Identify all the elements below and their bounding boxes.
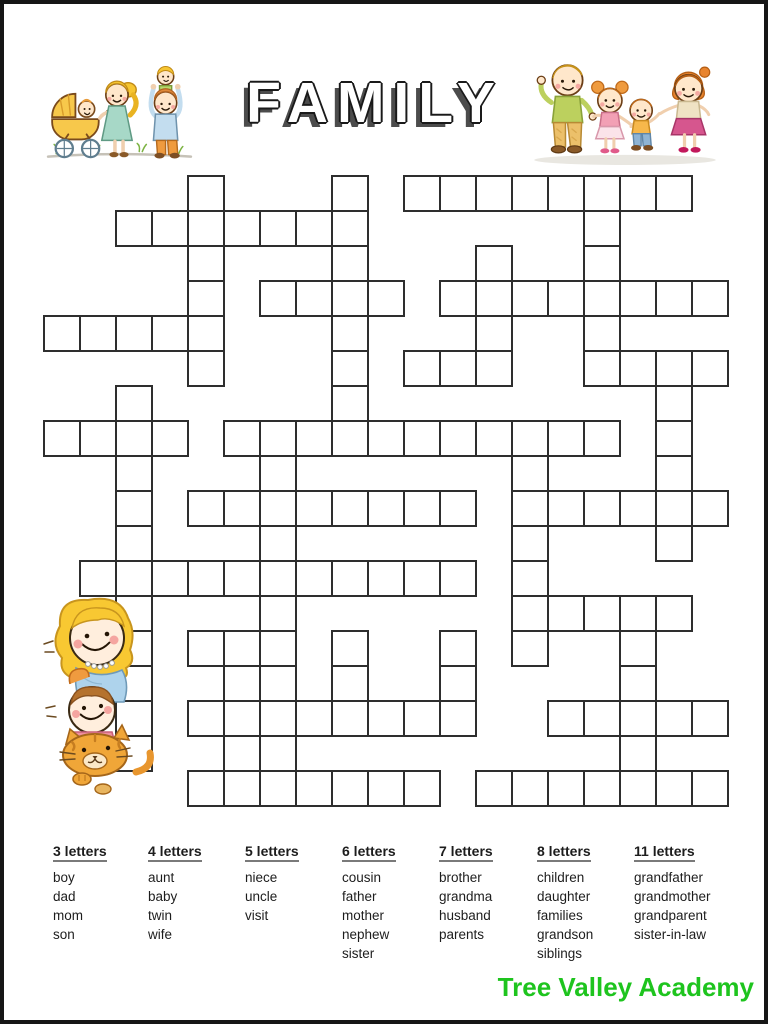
word: grandfather [634, 870, 704, 885]
grid-cell [331, 490, 369, 527]
grid-cell [187, 630, 225, 667]
grid-cell [331, 420, 369, 457]
grid-cell [583, 700, 621, 737]
word: niece [245, 870, 278, 885]
grid-cell [619, 280, 657, 317]
grid-cell [259, 630, 297, 667]
grid-cell [223, 700, 261, 737]
grid-cell [367, 280, 405, 317]
word: boy [53, 870, 75, 885]
grid-cell [187, 560, 225, 597]
grid-cell [547, 595, 585, 632]
word: husband [439, 908, 491, 923]
grid-cell [583, 350, 621, 387]
grid-cell [475, 350, 513, 387]
grid-cell [439, 280, 477, 317]
word-group [342, 843, 439, 963]
grid-cell [439, 175, 477, 212]
grid-cell [583, 315, 621, 352]
grid-cell [547, 175, 585, 212]
word-group-heading: 7 letters [439, 843, 493, 862]
grid-cell [259, 210, 297, 247]
grid-cell [655, 525, 693, 562]
grid-cell [655, 770, 693, 807]
grid-cell [619, 350, 657, 387]
word: grandparent [634, 908, 707, 923]
grid-cell [79, 315, 117, 352]
grid-cell [475, 315, 513, 352]
word: uncle [245, 889, 278, 904]
grid-cell [655, 385, 693, 422]
word-group-heading: 3 letters [53, 843, 107, 862]
grid-cell [439, 560, 477, 597]
grid-cell [259, 490, 297, 527]
grid-cell [151, 210, 189, 247]
grid-cell [583, 175, 621, 212]
mother-figure [100, 81, 136, 157]
grid-cell [547, 490, 585, 527]
boy-figure [630, 99, 659, 150]
grid-cell [547, 420, 585, 457]
grid-cell [619, 665, 657, 702]
grid-cell [223, 665, 261, 702]
grid-cell [475, 245, 513, 282]
grid-cell [331, 665, 369, 702]
grid-cell [367, 700, 405, 737]
grid-cell [331, 175, 369, 212]
grid-cell [583, 280, 621, 317]
grid-cell [295, 770, 333, 807]
grid-cell [367, 770, 405, 807]
word-group [245, 843, 342, 963]
cat [60, 725, 150, 794]
word-group [634, 843, 731, 963]
word: visit [245, 908, 269, 923]
grid-cell [223, 210, 261, 247]
brand-text: Tree Valley Academy [497, 972, 754, 1002]
grid-cell [259, 280, 297, 317]
family-with-stroller-illustration [42, 48, 197, 168]
word-group-heading: 5 letters [245, 843, 299, 862]
grid-cell [367, 490, 405, 527]
grid-cell [79, 420, 117, 457]
grid-cell [439, 350, 477, 387]
grid-cell [187, 175, 225, 212]
grid-cell [187, 350, 225, 387]
grid-cell [475, 770, 513, 807]
dad-figure [537, 65, 596, 153]
grid-cell [295, 210, 333, 247]
grid-cell [331, 350, 369, 387]
grid-cell [115, 385, 153, 422]
word: wife [148, 927, 173, 942]
word: cousin [342, 870, 382, 885]
grid-cell [43, 420, 81, 457]
word: siblings [537, 946, 583, 961]
grid-cell [187, 210, 225, 247]
grid-cell [583, 490, 621, 527]
grid-cell [691, 700, 729, 737]
word: grandson [537, 927, 594, 942]
grid-cell [655, 280, 693, 317]
grid-cell [403, 490, 441, 527]
grid-cell [619, 735, 657, 772]
grid-cell [511, 630, 549, 667]
grid-cell [223, 735, 261, 772]
word-group-heading: 4 letters [148, 843, 202, 862]
page-title: FAMILY [246, 71, 504, 135]
grid-cell [151, 420, 189, 457]
grid-cell [403, 700, 441, 737]
grid-cell [619, 770, 657, 807]
grid-cell [151, 315, 189, 352]
grid-cell [475, 280, 513, 317]
grid-cell [619, 490, 657, 527]
grid-cell [187, 490, 225, 527]
grid-cell [259, 420, 297, 457]
grid-cell [403, 175, 441, 212]
grid-cell [367, 420, 405, 457]
grid-cell [115, 210, 153, 247]
grid-cell [295, 700, 333, 737]
grid-cell [367, 560, 405, 597]
word: daughter [537, 889, 591, 904]
grid-cell [331, 560, 369, 597]
grid-cell [691, 280, 729, 317]
grid-cell [655, 175, 693, 212]
grid-cell [115, 490, 153, 527]
grid-cell [187, 280, 225, 317]
word: children [537, 870, 585, 885]
family-of-four-illustration [527, 50, 723, 167]
grid-cell [331, 245, 369, 282]
grid-cell [619, 595, 657, 632]
father-and-boy-figure [151, 66, 181, 158]
grid-cell [295, 420, 333, 457]
grid-cell [331, 630, 369, 667]
word-group [53, 843, 148, 963]
word: grandmother [634, 889, 711, 904]
grid-cell [655, 490, 693, 527]
grid-cell [511, 490, 549, 527]
grid-cell [259, 595, 297, 632]
grid-cell [223, 630, 261, 667]
grid-cell [655, 455, 693, 492]
word: nephew [342, 927, 390, 942]
grid-cell [259, 770, 297, 807]
grid-cell [655, 595, 693, 632]
word: mom [53, 908, 83, 923]
grid-cell [403, 560, 441, 597]
word: dad [53, 889, 76, 904]
grid-cell [511, 525, 549, 562]
word: baby [148, 889, 178, 904]
word-group [148, 843, 245, 963]
grid-cell [187, 315, 225, 352]
grid-cell [511, 560, 549, 597]
word-group [439, 843, 537, 963]
word-group-heading: 11 letters [634, 843, 695, 862]
grid-cell [331, 315, 369, 352]
word: aunt [148, 870, 175, 885]
grid-cell [511, 280, 549, 317]
grid-cell [619, 630, 657, 667]
grid-cell [223, 560, 261, 597]
grid-cell [655, 700, 693, 737]
grid-cell [295, 490, 333, 527]
grid-cell [583, 595, 621, 632]
word-group-heading: 8 letters [537, 843, 591, 862]
grid-cell [655, 350, 693, 387]
grid-cell [187, 770, 225, 807]
grid-cell [115, 420, 153, 457]
grid-cell [619, 175, 657, 212]
grid-cell [439, 420, 477, 457]
grid-cell [43, 315, 81, 352]
grid-cell [511, 595, 549, 632]
girls-and-cat-illustration [40, 592, 190, 797]
word: father [342, 889, 377, 904]
grid-cell [115, 315, 153, 352]
grid-cell [187, 700, 225, 737]
word: grandma [439, 889, 493, 904]
grid-cell [331, 280, 369, 317]
grid-cell [511, 175, 549, 212]
grid-cell [547, 770, 585, 807]
grid-cell [259, 700, 297, 737]
grid-cell [259, 735, 297, 772]
grid-cell [223, 770, 261, 807]
grid-cell [583, 420, 621, 457]
grid-cell [331, 700, 369, 737]
grid-cell [295, 560, 333, 597]
girl-figure [592, 81, 631, 153]
grid-cell [439, 665, 477, 702]
grid-cell [439, 490, 477, 527]
grid-cell [259, 525, 297, 562]
grid-cell [691, 770, 729, 807]
grid-cell [403, 770, 441, 807]
grid-cell [223, 420, 261, 457]
grid-cell [547, 700, 585, 737]
grid-cell [475, 420, 513, 457]
grid-cell [475, 175, 513, 212]
grid-cell [331, 385, 369, 422]
grid-cell [511, 420, 549, 457]
grid-cell [115, 455, 153, 492]
mom-figure [660, 67, 709, 153]
grid-cell [403, 350, 441, 387]
word: sister [342, 946, 375, 961]
stroller [52, 94, 111, 157]
grid-cell [439, 630, 477, 667]
word: families [537, 908, 583, 923]
word-group [537, 843, 634, 963]
grid-cell [259, 665, 297, 702]
grid-cell [295, 280, 333, 317]
grid-cell [439, 700, 477, 737]
grid-cell [655, 420, 693, 457]
grid-cell [583, 245, 621, 282]
grid-cell [619, 700, 657, 737]
grid-cell [511, 770, 549, 807]
grid-cell [403, 420, 441, 457]
word-group-heading: 6 letters [342, 843, 396, 862]
grid-cell [511, 455, 549, 492]
word: sister-in-law [634, 927, 707, 942]
grid-cell [691, 490, 729, 527]
word: mother [342, 908, 385, 923]
grid-cell [547, 280, 585, 317]
grid-cell [187, 245, 225, 282]
grid-cell [115, 525, 153, 562]
grid-cell [223, 490, 261, 527]
grid-cell [583, 210, 621, 247]
grid-cell [691, 350, 729, 387]
grid-cell [331, 210, 369, 247]
grid-cell [259, 455, 297, 492]
word: son [53, 927, 75, 942]
word: twin [148, 908, 173, 923]
word: brother [439, 870, 482, 885]
word-list [53, 843, 731, 963]
grid-cell [259, 560, 297, 597]
grid-cell [331, 770, 369, 807]
grid-cell [583, 770, 621, 807]
word: parents [439, 927, 485, 942]
